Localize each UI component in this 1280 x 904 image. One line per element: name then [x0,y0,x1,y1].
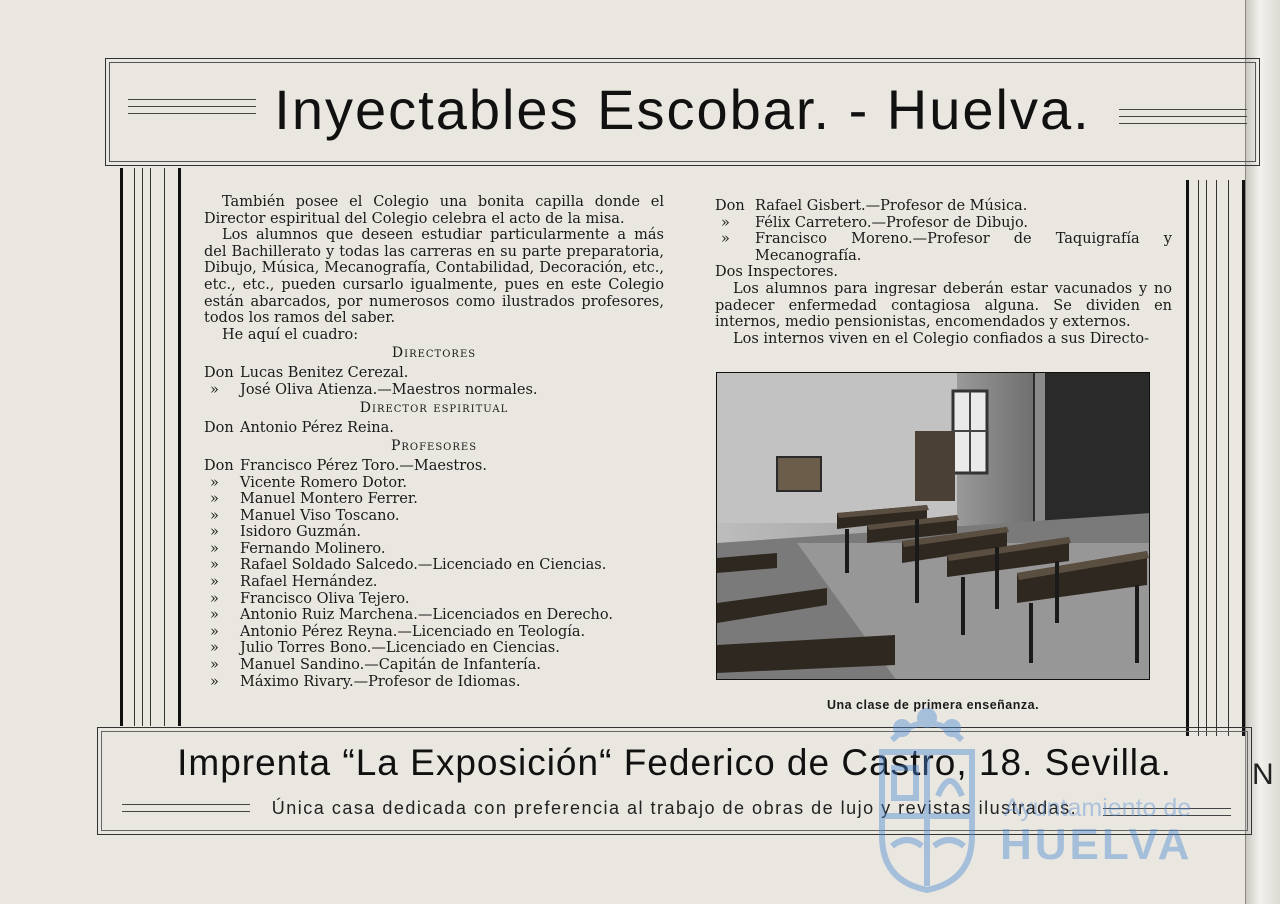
list-item: » Máximo Rivary.—Profesor de Idiomas. [210,673,521,690]
intro-paragraph-3: He aquí el cuadro: [222,326,359,343]
list-item: Don Lucas Benitez Cerezal. [204,364,409,381]
intro-paragraph-1: También posee el Colegio una bonita capilla donde el Director espiritual del Colegio celebra el acto de la misa. [204,194,664,227]
header-banner [105,58,1260,166]
right-column-frame [1186,180,1248,736]
espiritual-heading: Director espiritual [359,400,509,417]
watermark-line-2: HUELVA [1000,820,1193,869]
printer-name: Imprenta “La Exposición“ Federico de Castro, 18. Sevilla. [177,742,1172,783]
watermark-line-1: Ayuntamiento de [1004,794,1192,822]
list-item: » Antonio Pérez Reyna.—Licenciado en Teología. [210,623,586,640]
list-item: Don Rafael Gisbert.—Profesor de Música. [715,198,1028,214]
left-column [204,194,664,690]
right-column [715,198,1172,347]
directores-heading: Directores [391,345,477,362]
admission-paragraph: Los alumnos para ingresar deberán estar vacunados y no padecer enfermedad contagiosa alguna. Se dividen en internos, medio pensionistas, encomendados y externos. [715,280,1172,331]
internos-paragraph: Los internos viven en el Colegio confiados a sus Directo- [733,330,1150,347]
profesores-heading: Profesores [390,438,478,455]
list-item: » Francisco Moreno.—Profesor de Taquigrafía y Mecanografía. [721,231,1172,264]
photo-caption: Una clase de primera enseñanza. [826,698,1040,712]
list-item: » Manuel Viso Toscano. [210,507,400,524]
intro-paragraph-2: Los alumnos que deseen estudiar particularmente a más del Bachillerato y todas las carreras en su parte preparatoria, Dibujo, Música, Mecanografía, Contabilidad, Decoración, etc., etc., etc., pueden cursarlo igualmente, pues en este Colegio están abarcados, por numerosos como ilustrados profesores, todos los ramos del saber. [204,227,664,327]
header-title: Inyectables Escobar. - Huelva. [274,78,1091,141]
list-item: » José Oliva Atienza.—Maestros normales. [210,381,538,398]
footer-left-rules [122,804,250,818]
list-item: » Vicente Romero Dotor. [210,474,408,491]
list-item: » Manuel Sandino.—Capitán de Infantería. [210,657,541,674]
coat-of-arms-icon [872,706,982,896]
list-item: » Rafael Soldado Salcedo.—Licenciado en Ciencias. [210,557,607,574]
classroom-photo-illustration [717,373,1150,680]
header-right-rules [1119,109,1247,130]
list-item: » Antonio Ruiz Marchena.—Licenciados en Derecho. [210,607,613,624]
next-page-fragment: N [1252,758,1274,791]
list-item: » Rafael Hernández. [210,574,378,591]
list-item: » Isidoro Guzmán. [210,524,361,541]
printer-tagline: Única casa dedicada con preferencia al trabajo de obras de lujo y revistas ilustradas. [271,798,1078,818]
list-item: » Fernando Molinero. [210,540,386,557]
list-item: » Julio Torres Bono.—Licenciado en Ciencias. [210,640,560,657]
inspectores-line: Dos Inspectores. [715,264,839,281]
list-item: » Félix Carretero.—Profesor de Dibujo. [721,214,1029,231]
list-item: Don Antonio Pérez Reina. [204,419,394,436]
header-left-rules [128,99,256,120]
list-item: » Francisco Oliva Tejero. [210,590,410,607]
list-item: » Manuel Montero Ferrer. [210,491,418,508]
left-column-frame [120,168,182,726]
classroom-photo [716,372,1150,680]
list-item: Don Francisco Pérez Toro.—Maestros. [204,457,487,474]
archive-watermark [872,706,1212,896]
